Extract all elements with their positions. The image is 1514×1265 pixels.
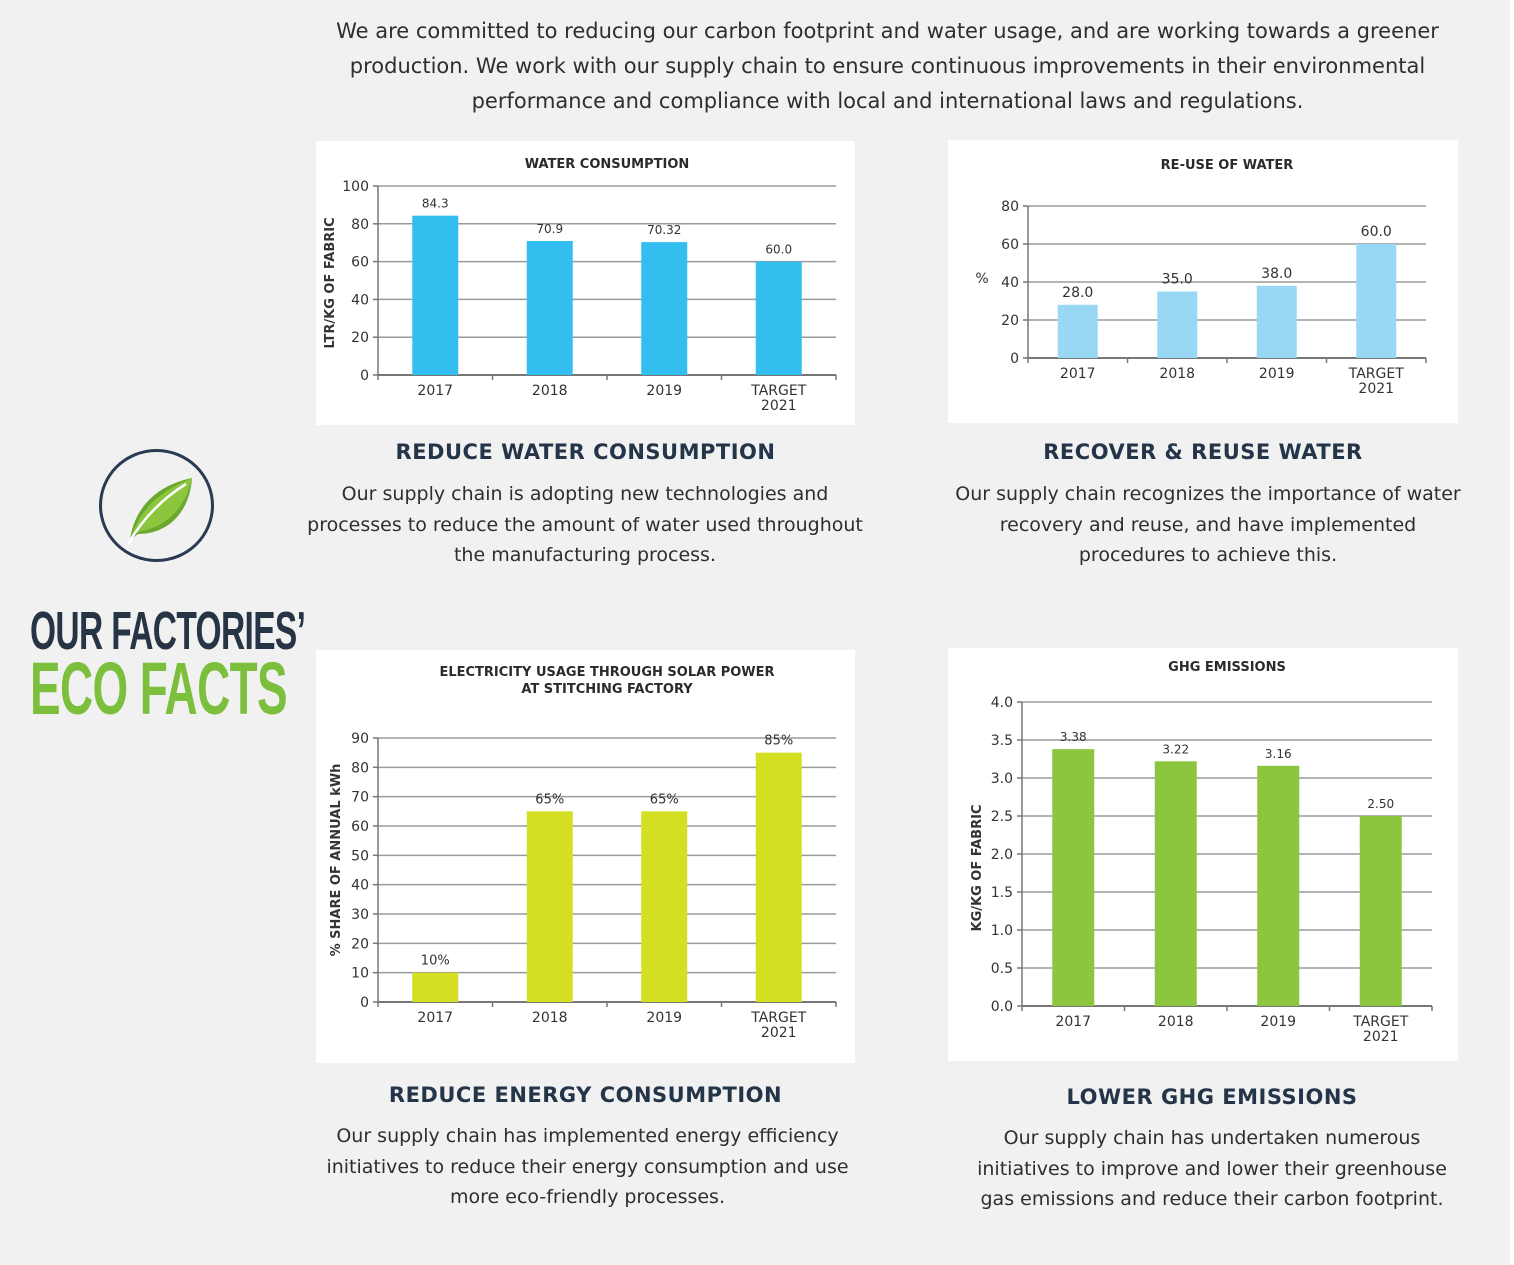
- chart-title: ELECTRICITY USAGE THROUGH SOLAR POWER: [439, 665, 775, 680]
- y-axis-label: LTR/KG OF FABRIC: [323, 217, 338, 349]
- chart-title: RE-USE OF WATER: [1160, 158, 1294, 173]
- y-tick-label: 0: [360, 995, 369, 1011]
- bar: [412, 216, 458, 375]
- data-label: 28.0: [1062, 284, 1094, 301]
- y-tick-label: 0.5: [990, 961, 1013, 977]
- x-category-label: 2019: [1260, 1014, 1297, 1030]
- y-tick-label: 0: [1010, 351, 1019, 367]
- y-tick-label: 20: [351, 330, 369, 347]
- data-label: 3.38: [1059, 730, 1087, 745]
- data-label: 38.0: [1261, 265, 1293, 282]
- bar: [1360, 816, 1402, 1006]
- page-edge: [1510, 0, 1514, 1265]
- y-tick-label: 40: [351, 877, 369, 894]
- x-category-label: 2017: [1055, 1014, 1092, 1030]
- y-tick-label: 2.0: [990, 847, 1013, 863]
- x-category-label: 2017: [417, 1010, 454, 1026]
- brand-line-2: ECO FACTS: [30, 647, 287, 730]
- bar: [756, 753, 802, 1002]
- data-label: 65%: [535, 792, 565, 808]
- data-label: 60.0: [765, 242, 793, 257]
- x-category-label: 2017: [1059, 366, 1096, 382]
- y-tick-label: 40: [1001, 275, 1019, 291]
- reuse-chart-svg: [948, 140, 1458, 423]
- chart-title: WATER CONSUMPTION: [524, 157, 690, 172]
- y-tick-label: 3.0: [990, 771, 1013, 787]
- y-tick-label: 1.5: [990, 885, 1013, 901]
- ghg-section-title: LOWER GHG EMISSIONS: [1066, 1085, 1358, 1109]
- x-category-label: 2021: [760, 398, 797, 414]
- y-tick-label: 60: [1001, 237, 1019, 253]
- x-category-label: TARGET: [751, 1010, 807, 1026]
- water-section-title: REDUCE WATER CONSUMPTION: [395, 440, 776, 464]
- y-tick-label: 60: [351, 254, 369, 271]
- x-category-label: 2018: [1157, 1014, 1194, 1030]
- water-consumption-chart-card: [316, 141, 855, 425]
- solar-electricity-chart-card: [316, 650, 855, 1063]
- x-category-label: TARGET: [751, 383, 807, 399]
- x-category-label: 2017: [417, 383, 454, 399]
- bar: [527, 241, 573, 375]
- y-tick-label: 20: [1001, 313, 1019, 329]
- y-tick-label: 0: [360, 368, 369, 384]
- data-label: 10%: [420, 953, 450, 969]
- bar: [641, 811, 687, 1002]
- bar: [527, 811, 573, 1002]
- bar: [1155, 761, 1197, 1006]
- x-category-label: 2021: [1362, 1029, 1399, 1045]
- reuse-section-title: RECOVER & REUSE WATER: [1043, 440, 1363, 464]
- bar: [1257, 766, 1299, 1006]
- x-category-label: 2021: [1358, 381, 1395, 397]
- y-tick-label: 3.5: [990, 733, 1013, 749]
- chart-title: GHG EMISSIONS: [1168, 660, 1286, 675]
- data-label: 85%: [764, 733, 794, 749]
- y-axis-label: %: [975, 271, 989, 287]
- water-section-text: Our supply chain is adopting new technologies and processes to reduce the amount of water used throughout the manufacturing process.: [307, 483, 863, 566]
- intro-paragraph: We are committed to reducing our carbon footprint and water usage, and are working towards a greener production. We work with our supply chain to ensure continuous improvements in their environmental performance and compliance with local and international laws and regulations.: [336, 19, 1439, 113]
- bar: [641, 242, 687, 375]
- data-label: 60.0: [1360, 224, 1392, 240]
- data-label: 70.9: [536, 221, 564, 236]
- data-label: 2.50: [1367, 797, 1395, 811]
- y-tick-label: 80: [351, 760, 369, 777]
- ghg-emissions-chart-card: [948, 648, 1458, 1061]
- x-category-label: 2021: [760, 1025, 797, 1041]
- y-tick-label: 60: [351, 819, 369, 835]
- y-tick-label: 90: [351, 731, 369, 747]
- data-label: 84.3: [421, 196, 449, 211]
- y-tick-label: 30: [351, 907, 369, 923]
- y-tick-label: 70: [351, 789, 369, 806]
- data-label: 35.0: [1161, 271, 1193, 288]
- bar: [1356, 244, 1396, 358]
- bar: [1257, 286, 1297, 358]
- leaf-icon: [120, 470, 196, 546]
- bar: [1052, 749, 1094, 1006]
- bar: [1157, 292, 1197, 359]
- leaf-logo: [99, 449, 214, 562]
- y-axis-label: KG/KG OF FABRIC: [970, 804, 985, 932]
- data-label: 3.22: [1162, 742, 1190, 757]
- y-tick-label: 10: [351, 965, 369, 982]
- brand-line-1: OUR FACTORIES’: [30, 601, 306, 661]
- x-category-label: TARGET: [1348, 366, 1404, 382]
- y-tick-label: 80: [1001, 199, 1019, 215]
- chart-title: AT STITCHING FACTORY: [521, 682, 693, 697]
- y-tick-label: 40: [351, 292, 369, 309]
- y-tick-label: 20: [351, 936, 369, 953]
- y-tick-label: 1.0: [990, 923, 1013, 939]
- y-tick-label: 2.5: [990, 809, 1013, 825]
- x-category-label: 2018: [531, 383, 568, 399]
- x-category-label: 2019: [646, 1010, 683, 1026]
- ghg-chart-svg: [948, 648, 1458, 1061]
- y-tick-label: 0.0: [990, 999, 1013, 1015]
- ghg-section-text: Our supply chain has undertaken numerous initiatives to improve and lower their greenhouse gas emissions and reduce their carbon footprint.: [977, 1127, 1447, 1210]
- x-category-label: TARGET: [1353, 1014, 1409, 1030]
- energy-section-text: Our supply chain has implemented energy efficiency initiatives to reduce their energy consumption and use more eco-friendly processes.: [326, 1125, 849, 1208]
- data-label: 65%: [649, 792, 679, 808]
- x-category-label: 2019: [646, 383, 683, 399]
- data-label: 3.16: [1264, 746, 1292, 761]
- y-tick-label: 100: [342, 179, 369, 195]
- data-label: 70.32: [647, 223, 682, 238]
- energy-section-title: REDUCE ENERGY CONSUMPTION: [388, 1083, 783, 1107]
- reuse-section-text: Our supply chain recognizes the importance of water recovery and reuse, and have implemented procedures to achieve this.: [955, 483, 1461, 566]
- y-tick-label: 4.0: [990, 695, 1013, 711]
- bar: [756, 262, 802, 375]
- y-axis-label: % SHARE OF ANNUAL kWh: [329, 763, 344, 957]
- bar: [412, 973, 458, 1002]
- water-reuse-chart-card: [948, 140, 1458, 423]
- x-category-label: 2018: [1159, 366, 1196, 382]
- x-category-label: 2018: [531, 1010, 568, 1026]
- x-category-label: 2019: [1258, 366, 1295, 382]
- y-tick-label: 50: [351, 848, 369, 865]
- water-chart-svg: [316, 141, 855, 425]
- y-tick-label: 80: [351, 216, 369, 233]
- energy-chart-svg: [316, 650, 855, 1063]
- bar: [1058, 305, 1098, 358]
